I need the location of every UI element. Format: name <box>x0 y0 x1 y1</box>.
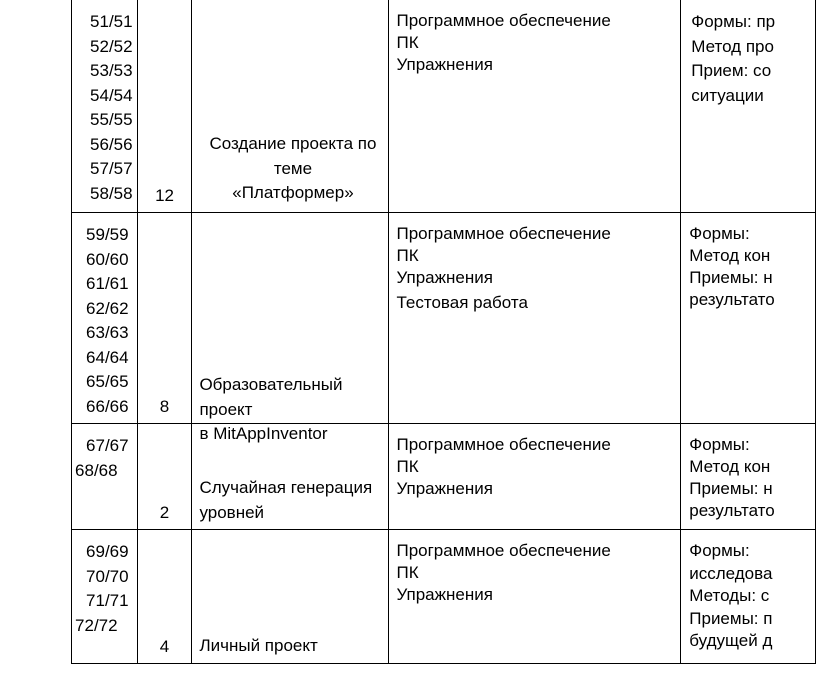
topic-line: Случайная генерация <box>199 478 373 497</box>
lesson-numbers-cell <box>72 424 138 530</box>
forms-line: Формы: пр <box>691 12 776 31</box>
lesson-number: 54/54 <box>90 85 133 105</box>
lesson-number: 69/69 <box>86 542 129 561</box>
lesson-number: 52/52 <box>90 36 133 56</box>
lesson-number: 65/65 <box>86 372 129 391</box>
lesson-number: 71/71 <box>86 591 129 610</box>
lesson-number: 70/70 <box>86 566 129 586</box>
lesson-number: 68/68 <box>75 460 118 480</box>
lesson-number: 55/55 <box>90 110 133 129</box>
lesson-number: 67/67 <box>86 436 129 455</box>
software-line: Программное обеспечение <box>396 224 611 243</box>
topic-cell <box>192 530 389 664</box>
forms-cell <box>681 213 816 424</box>
software-cell <box>389 424 681 530</box>
forms-line: Формы: <box>689 541 750 560</box>
hours-cell <box>137 213 192 424</box>
hours-value: 12 <box>155 185 174 205</box>
hours-cell <box>137 530 192 664</box>
software-line: Упражнения <box>396 55 493 74</box>
lesson-numbers-cell <box>72 213 138 424</box>
lesson-number: 63/63 <box>86 323 129 342</box>
lesson-numbers-cell <box>72 530 138 664</box>
forms-line: Приемы: н <box>689 479 773 498</box>
hours-value: 4 <box>159 636 170 656</box>
topic-cell <box>192 213 389 443</box>
table-row <box>72 213 816 424</box>
topic-line: уровней <box>199 502 265 522</box>
forms-line: исследова <box>689 563 773 583</box>
lesson-number: 64/64 <box>86 347 129 367</box>
forms-line: Формы: <box>689 224 750 243</box>
hours-value: 2 <box>159 502 170 522</box>
hours-cell <box>137 0 192 213</box>
topic-line: Образовательный проект <box>199 375 343 419</box>
topic-line: «Платформер» <box>232 183 354 202</box>
topic-line: в MitAppInventor <box>199 424 328 443</box>
lesson-numbers-cell <box>72 0 138 213</box>
lesson-number: 51/51 <box>90 12 133 31</box>
topic-cell <box>192 424 389 530</box>
forms-line: результато <box>689 290 775 309</box>
forms-line: Методы: с <box>689 586 770 605</box>
lesson-number: 66/66 <box>86 396 129 416</box>
forms-line: Прием: со <box>691 61 772 80</box>
software-cell <box>389 0 681 213</box>
software-line: ПК <box>396 33 419 52</box>
forms-cell <box>681 0 816 213</box>
software-line: Упражнения <box>396 479 493 498</box>
forms-line: ситуации <box>691 85 764 105</box>
table-row <box>72 424 816 530</box>
forms-line: Формы: <box>689 435 750 454</box>
forms-cell <box>681 424 816 530</box>
hours-cell <box>137 424 192 530</box>
software-line: Программное обеспечение <box>396 11 611 30</box>
lesson-number: 61/61 <box>86 274 129 293</box>
lesson-number: 53/53 <box>90 61 133 80</box>
topic-cell <box>192 0 389 213</box>
forms-cell <box>681 530 816 664</box>
software-line: Программное обеспечение <box>396 435 611 454</box>
topic-line: Личный проект <box>199 636 318 655</box>
lesson-number: 62/62 <box>86 298 129 318</box>
software-line: Упражнения <box>396 268 493 287</box>
software-cell <box>389 213 681 424</box>
lesson-number: 59/59 <box>86 225 129 244</box>
forms-line: Приемы: п <box>689 608 773 628</box>
software-line: ПК <box>396 563 419 582</box>
lesson-number: 72/72 <box>75 615 118 635</box>
lesson-number: 57/57 <box>90 159 133 178</box>
software-line: Программное обеспечение <box>396 541 611 560</box>
lesson-plan-table <box>71 0 816 664</box>
software-line: ПК <box>396 246 419 265</box>
forms-line: Приемы: н <box>689 268 773 287</box>
table-row <box>72 530 816 664</box>
forms-line: результато <box>689 501 775 520</box>
software-line: ПК <box>396 457 419 476</box>
software-cell <box>389 530 681 664</box>
software-line: Упражнения <box>396 585 493 604</box>
forms-line: Метод про <box>691 36 774 56</box>
forms-line: Метод кон <box>689 246 771 265</box>
lesson-number: 60/60 <box>86 249 129 269</box>
lesson-number: 56/56 <box>90 134 133 154</box>
hours-value: 8 <box>159 396 170 416</box>
forms-line: будущей д <box>689 631 773 650</box>
lesson-number: 58/58 <box>90 183 133 203</box>
table-row <box>72 0 816 213</box>
software-line: Тестовая работа <box>396 293 528 312</box>
topic-line: Создание проекта по теме <box>209 134 377 178</box>
forms-line: Метод кон <box>689 457 771 476</box>
